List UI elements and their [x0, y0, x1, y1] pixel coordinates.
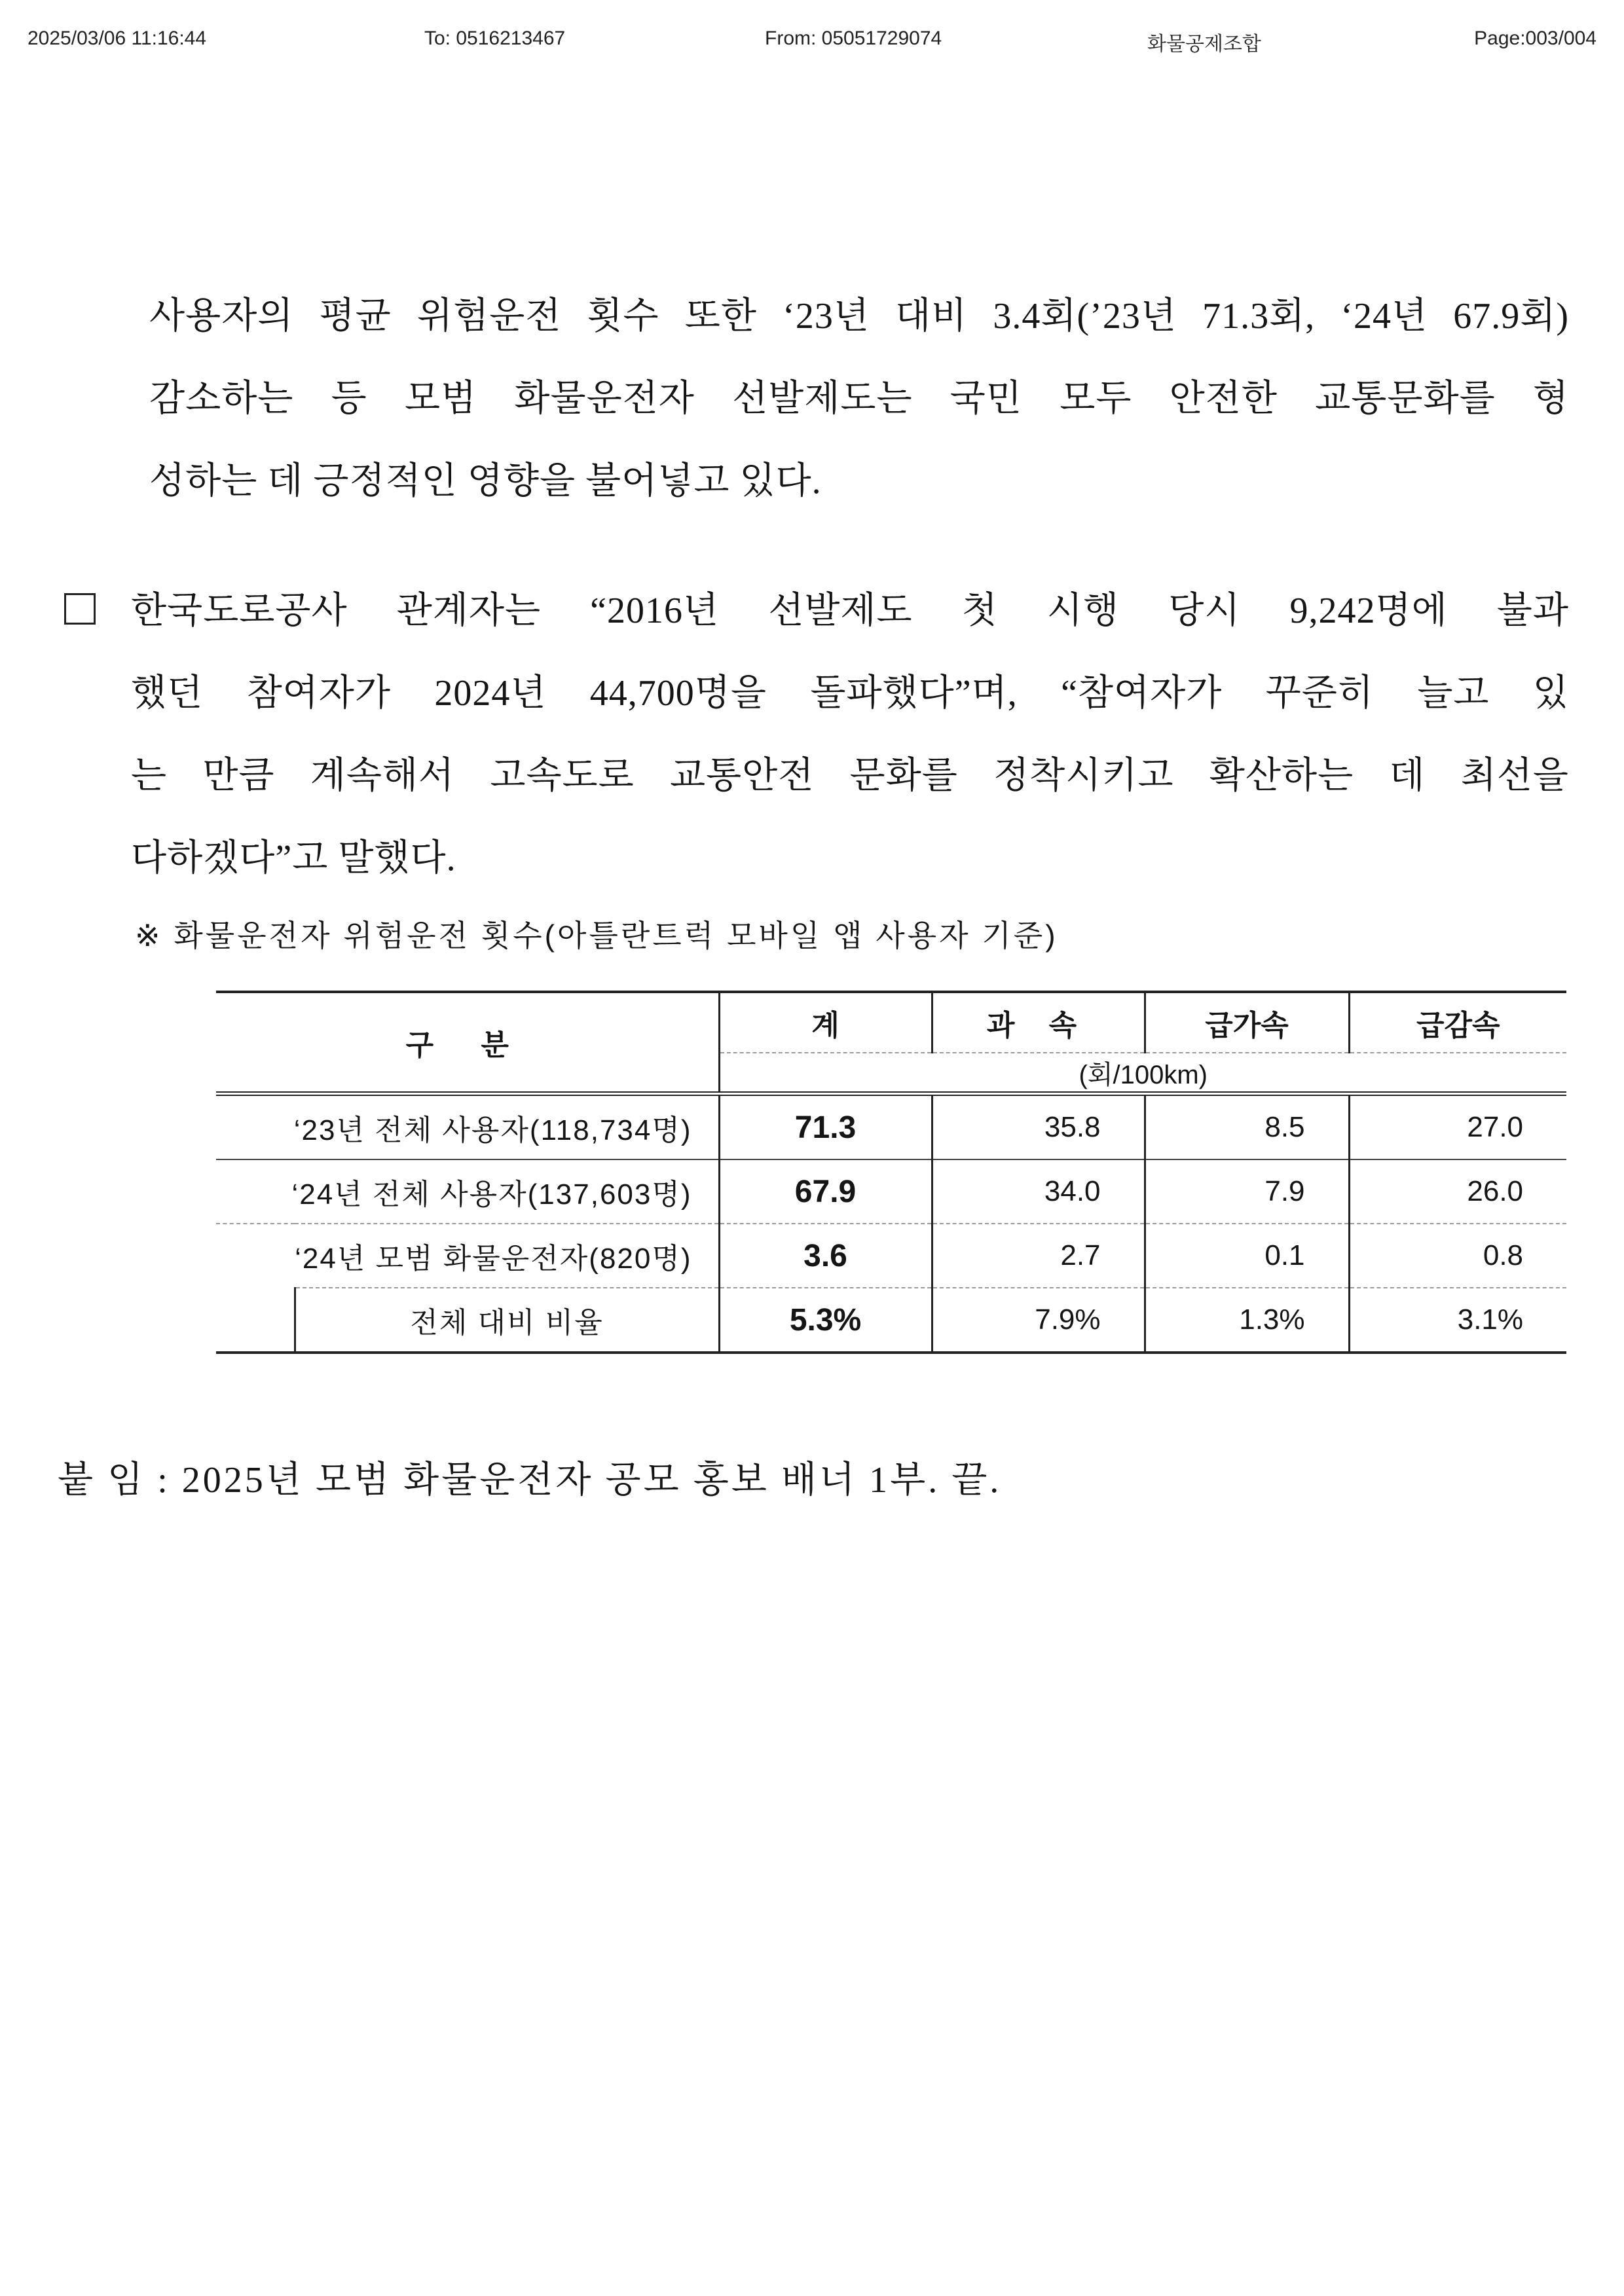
paragraph-quote [131, 570, 1569, 900]
row-rapid-decel: 27.0 [1349, 1094, 1566, 1160]
header-rapid-accel: 급가속 [1145, 992, 1349, 1053]
table-row [216, 1288, 1566, 1353]
fax-page-number: Page:003/004 [1474, 27, 1596, 49]
bullet-box-icon [64, 593, 96, 625]
row-speeding: 35.8 [932, 1094, 1145, 1160]
row-total: 5.3% [719, 1288, 932, 1353]
paragraph-line: 는 만큼 계속해서 고속도로 교통안전 문화를 정착시키고 확산하는 데 최선을 [131, 756, 1569, 796]
row-rapid-accel: 7.9 [1145, 1159, 1349, 1224]
paragraph-line: 감소하는 등 모범 화물운전자 선발제도는 국민 모두 안전한 교통문화를 형 [149, 378, 1569, 419]
paragraph-line: 했던 참여자가 2024년 44,700명을 돌파했다”며, “참여자가 꾸준히 늘고 있 [131, 673, 1569, 714]
fax-header [0, 27, 1624, 60]
header-speeding: 과 속 [932, 992, 1145, 1053]
paragraph-line: 다하겠다”고 말했다. [131, 838, 456, 879]
paragraph-line: 한국도로공사 관계자는 “2016년 선발제도 첫 시행 당시 9,242명에 불과 [131, 591, 1569, 631]
row-speeding: 34.0 [932, 1159, 1145, 1224]
header-rapid-decel: 급감속 [1349, 992, 1566, 1053]
row-label: ‘24년 모범 화물운전자(820명) [216, 1224, 719, 1288]
header-total: 계 [719, 992, 932, 1053]
row-rapid-decel: 3.1% [1349, 1288, 1566, 1353]
table-header-row [216, 992, 1566, 1053]
paragraph-continued [149, 275, 1569, 522]
paragraph-line: 성하는 데 긍정적인 영향을 불어넣고 있다. [149, 461, 822, 501]
blank-cell [216, 1288, 295, 1353]
row-speeding: 7.9% [932, 1288, 1145, 1353]
fax-from-number: From: 05051729074 [765, 27, 942, 49]
table-row [216, 1094, 1566, 1160]
row-total: 67.9 [719, 1159, 932, 1224]
row-total: 71.3 [719, 1094, 932, 1160]
row-label: 전체 대비 비율 [295, 1288, 719, 1353]
row-rapid-decel: 26.0 [1349, 1159, 1566, 1224]
row-rapid-decel: 0.8 [1349, 1224, 1566, 1288]
fax-to-number: To: 0516213467 [424, 27, 566, 49]
row-rapid-accel: 1.3% [1145, 1288, 1349, 1353]
attachment-note: 붙 임 : 2025년 모범 화물운전자 공모 홍보 배너 1부. 끝. [58, 1460, 1002, 1501]
table-row [216, 1224, 1566, 1288]
paragraph-line: 사용자의 평균 위험운전 횟수 또한 ‘23년 대비 3.4회(’23년 71.3회, ‘24년 67.9회) [149, 296, 1569, 337]
fax-datetime: 2025/03/06 11:16:44 [28, 27, 207, 49]
fax-organization: 화물공제조합 [1147, 33, 1261, 55]
row-label: ‘24년 전체 사용자(137,603명) [216, 1159, 719, 1224]
row-rapid-accel: 0.1 [1145, 1224, 1349, 1288]
row-speeding: 2.7 [932, 1224, 1145, 1288]
unit-label: (회/100km) [719, 1053, 1566, 1094]
row-label: ‘23년 전체 사용자(118,734명) [293, 1114, 692, 1146]
row-rapid-accel: 8.5 [1145, 1094, 1349, 1160]
table-caption: ※ 화물운전자 위험운전 횟수(아틀란트럭 모바일 앱 사용자 기준) [135, 919, 1058, 953]
header-category: 구 분 [216, 992, 719, 1094]
table-row [216, 1159, 1566, 1224]
row-total: 3.6 [719, 1224, 932, 1288]
risky-driving-table [216, 991, 1566, 1354]
